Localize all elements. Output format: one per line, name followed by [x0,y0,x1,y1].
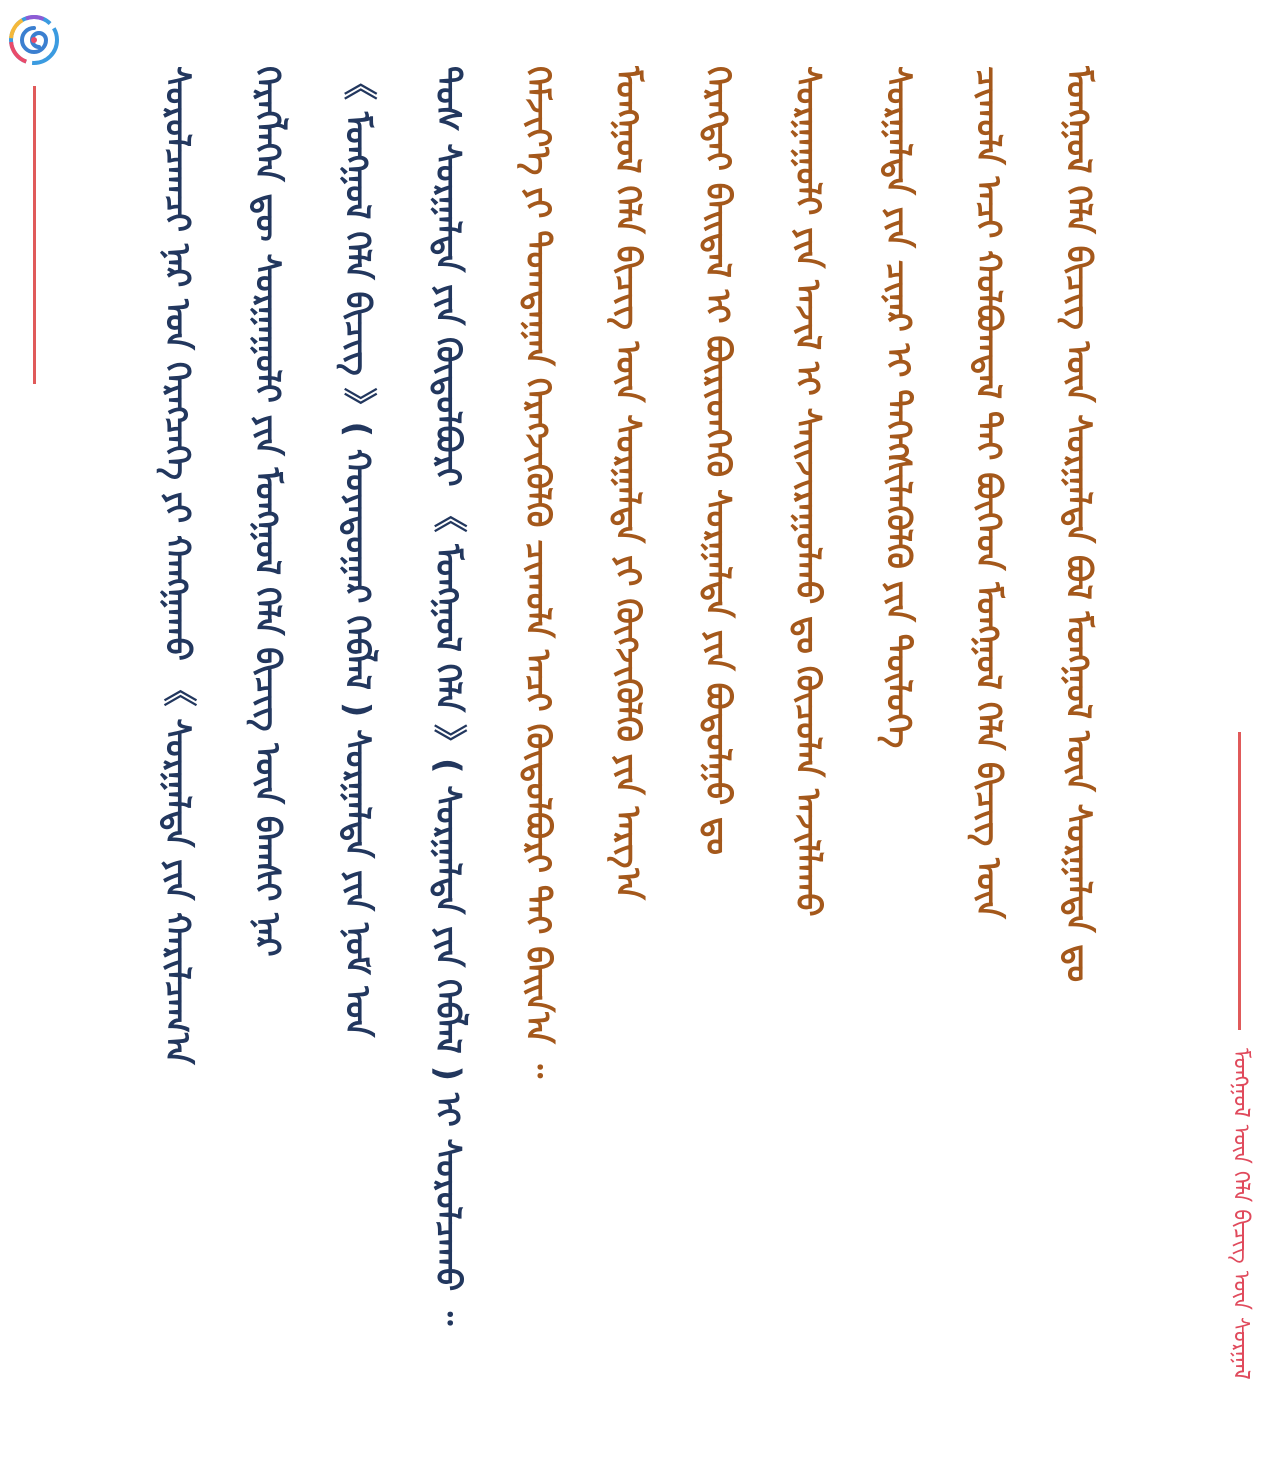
text-column-9: 《 ᠮᠣᠩᠭᠣᠯ ᠬᠡᠯᠡ ᠪᠢᠴᠢᠭ 》( ᠬᠣᠶᠠᠳᠤᠭᠠᠷ ᠬᠡᠪᠯᠡᠯ ) ᠰᠤᠷᠭᠠᠯᠲᠠ ᠶᠢᠨ ᠨᠣᠮ ᠤᠨ [337,66,378,1038]
spiral-logo-icon [8,14,60,66]
text-column-10: ᠬᠡᠷᠡᠭᠯᠡᠭᠡᠨ ᠳᠦ ᠰᠤᠷᠭᠠᠭᠤᠯᠢ ᠶᠢᠨ ᠮᠣᠩᠭᠣᠯ ᠬᠡᠯᠡ ᠪᠢᠴᠢᠭ ᠦᠨ ᠪᠠᠭᠰᠢ ᠨᠠᠷ [247,66,288,957]
text-column-6: ᠮᠣᠩᠭᠣᠯ ᠬᠡᠯᠡ ᠪᠢᠴᠢᠭ ᠦᠨ ᠰᠤᠷᠭᠠᠯᠲᠠ ᠶᠢ ᠬᠥᠭᠵᠢᠭᠦᠯᠬᠦ ᠶᠢᠨ ᠠᠷᠭ᠎ᠠ [607,66,648,900]
text-column-7: ᠬᠡᠮᠵᠢᠶ᠎ᠡ ᠶᠢ ᠲᠣᠭᠲᠠᠭᠠᠨ ᠬᠡᠷᠡᠭᠵᠢᠭᠦᠯᠬᠦ ᠴᠢᠬᠤᠯᠠ ᠠᠴᠢ ᠬᠥᠲᠦᠯᠪᠦᠷᠢ ᠲᠠᠢ ᠪᠠᠢᠨ᠎ᠠ ᠃ [517,66,558,1079]
text-column-11: ᠰᠤᠷᠤᠯᠴᠠᠭᠴᠢ ᠨᠠᠷ ᠤᠨ ᠬᠡᠷᠡᠭᠴᠡᠭᠡ ᠶᠢ ᠬᠠᠩᠭᠠᠬᠤ 《 ᠰᠤᠷᠭᠠᠯᠲᠠ ᠶᠢᠨ ᠬᠠᠷᠢᠯᠴᠠᠭ᠎ᠠ [157,66,197,1065]
text-column-2: ᠴᠢᠬᠤᠯᠠ ᠠᠴᠢ ᠬᠣᠯᠪᠣᠭᠳᠠᠯ ᠲᠠᠢ ᠪᠥᠭᠡᠳ ᠮᠣᠩᠭᠣᠯ ᠬᠡᠯᠡ ᠪᠢᠴᠢᠭ ᠦᠨ [967,66,1008,919]
text-column-1: ᠮᠣᠩᠭᠣᠯ ᠬᠡᠯᠡ ᠪᠢᠴᠢᠭ ᠦᠨ ᠰᠤᠷᠭᠠᠯᠲᠠ ᠪᠣᠯ ᠮᠣᠩᠭᠣᠯ ᠦᠨ ᠰᠤᠷᠭᠠᠯᠲᠠ ᠳᠤ [1057,66,1098,983]
text-column-3: ᠰᠤᠷᠭᠠᠯᠲᠠ ᠶᠢᠨ ᠴᠢᠨᠠᠷ ᠢ ᠳᠡᠭᠡᠭᠰᠢᠯᠡᠭᠦᠯᠬᠦ ᠶᠢᠨ ᠲᠥᠯᠦᠭᠡ [877,66,918,749]
text-column-4: ᠰᠤᠷᠭᠠᠭᠤᠯᠢ ᠶᠢᠨ ᠠᠵᠢᠯ ᠢ ᠰᠠᠢᠵᠢᠷᠠᠭᠤᠯᠬᠤ ᠳᠤ ᠬᠦᠴᠦᠯᠡᠨ ᠠᠵᠢᠯᠯᠠᠬᠤ [787,66,828,917]
text-column-8: ᠲᠣᠰ ᠰᠤᠷᠭᠠᠯᠲᠠ ᠶᠢᠨ ᠬᠥᠲᠦᠯᠪᠦᠷᠢ 《 ᠮᠣᠩᠭᠣᠯ ᠬᠡᠯᠡ 》( ᠰᠤᠷᠭᠠᠯᠲᠠ ᠶᠢᠨ ᠬᠡᠪᠯᠡᠯ ) ᠢ ᠰᠤᠷᠤᠯᠴᠠᠬᠤ ᠃ [427,66,468,1326]
page-caption: ᠮᠣᠩᠭᠣᠯ ᠦᠨ ᠬᠡᠯᠡ ᠪᠢᠴᠢᠭ ᠦᠨ ᠰᠤᠷᠭᠠᠯ [1228,1048,1253,1380]
text-column-5: ᠬᠡᠷᠡᠭᠲᠡᠢ ᠪᠠᠢᠳᠠᠯ ᠢ ᠪᠦᠷᠢᠳᠭᠡᠬᠦ ᠰᠤᠷᠭᠠᠯᠲᠠ ᠶᠢᠨ ᠪᠣᠳᠣᠯᠭᠣ ᠳᠤ [697,66,738,855]
vertical-text-body [145,66,1110,1436]
decorative-rule-left [33,86,36,384]
decorative-rule-right [1238,732,1241,1030]
